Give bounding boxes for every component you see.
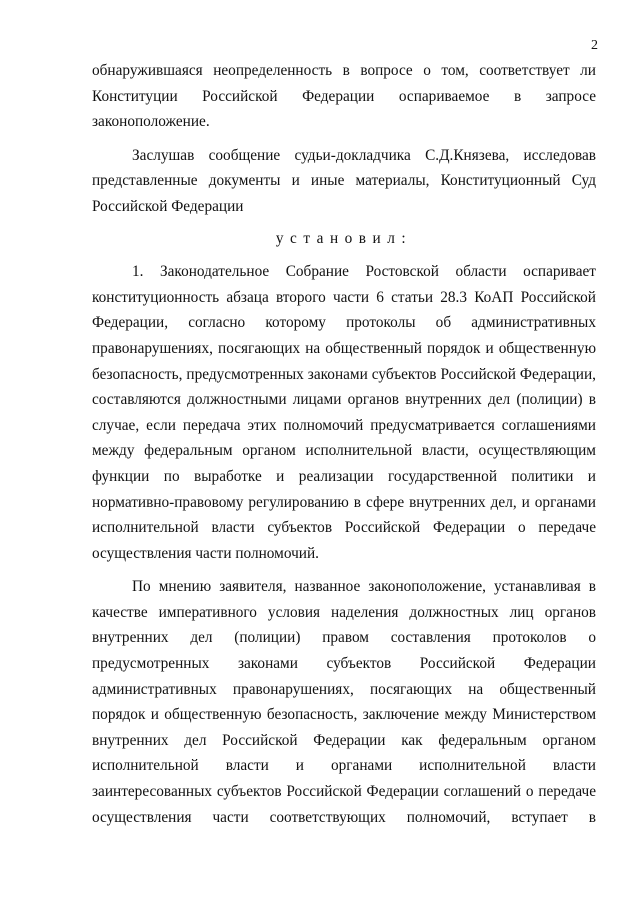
text-line: функции по выработке и реализации государственной политики и [92,467,596,485]
text-line: исполнительной власти субъектов Российской Федерации о передаче [92,519,596,537]
paragraph-hearing [92,143,596,220]
text-line: конституционность абзаца второго части 6 статьи 28.3 КоАП Российской [92,288,596,306]
text-line: осуществления части соответствующих полномочий, вступает в [92,808,596,826]
text-line: Федерации, согласно которому протоколы об административных [92,314,596,332]
text-line: случае, если передача этих полномочий предусматривается соглашениями [92,416,596,434]
text-line: исполнительной власти и органами исполнительной власти [92,757,596,775]
page-number: 2 [591,38,598,53]
text-line: осуществления части полномочий. [92,544,319,562]
text-line: качестве императивного условия наделения должностных лиц органов [92,603,596,621]
text-line: порядок и общественную безопасность, заключение между Министерством [92,706,596,724]
document-body [92,58,596,830]
text-line: внутренних дел Российской Федерации как федеральным органом [92,731,596,749]
text-line: Заслушав сообщение судьи-докладчика С.Д.Князева, исследовав [132,146,596,164]
text-line: представленные документы и иные материалы, Конституционный Суд [92,172,596,190]
text-line: 1. Законодательное Собрание Ростовской области оспаривает [132,263,596,281]
text-line: составляются должностными лицами органов внутренних дел (полиции) в [92,391,596,409]
paragraph-continuation [92,58,596,135]
paragraph-applicant-opinion [92,574,596,830]
text-line: предусмотренных законами субъектов Российской Федерации [92,655,596,673]
text-line: между федеральным органом исполнительной власти, осуществляющим [92,442,596,460]
text-line: административных правонарушениях, посягающих на общественный [92,680,596,698]
text-line: По мнению заявителя, названное законоположение, устанавливая в [132,578,596,596]
text-line: заинтересованных субъектов Российской Федерации соглашений о передаче [92,783,596,801]
paragraph-1 [92,259,596,566]
text-line: обнаружившаяся неопределенность в вопросе о том, соответствует ли [92,62,596,79]
text-line: Российской Федерации [92,197,244,215]
section-heading: установил: [275,229,413,247]
text-line: Конституции Российской Федерации оспариваемое в запросе [92,87,596,105]
text-line: безопасность, предусмотренных законами субъектов Российской Федерации, [92,365,596,383]
text-line: внутренних дел (полиции) правом составления протоколов о [92,629,596,647]
text-line: законоположение. [92,113,210,131]
text-line: правонарушениях, посягающих на общественный порядок и общественную [92,339,596,357]
text-line: нормативно-правовому регулированию в сфере внутренних дел, и органами [92,493,596,511]
